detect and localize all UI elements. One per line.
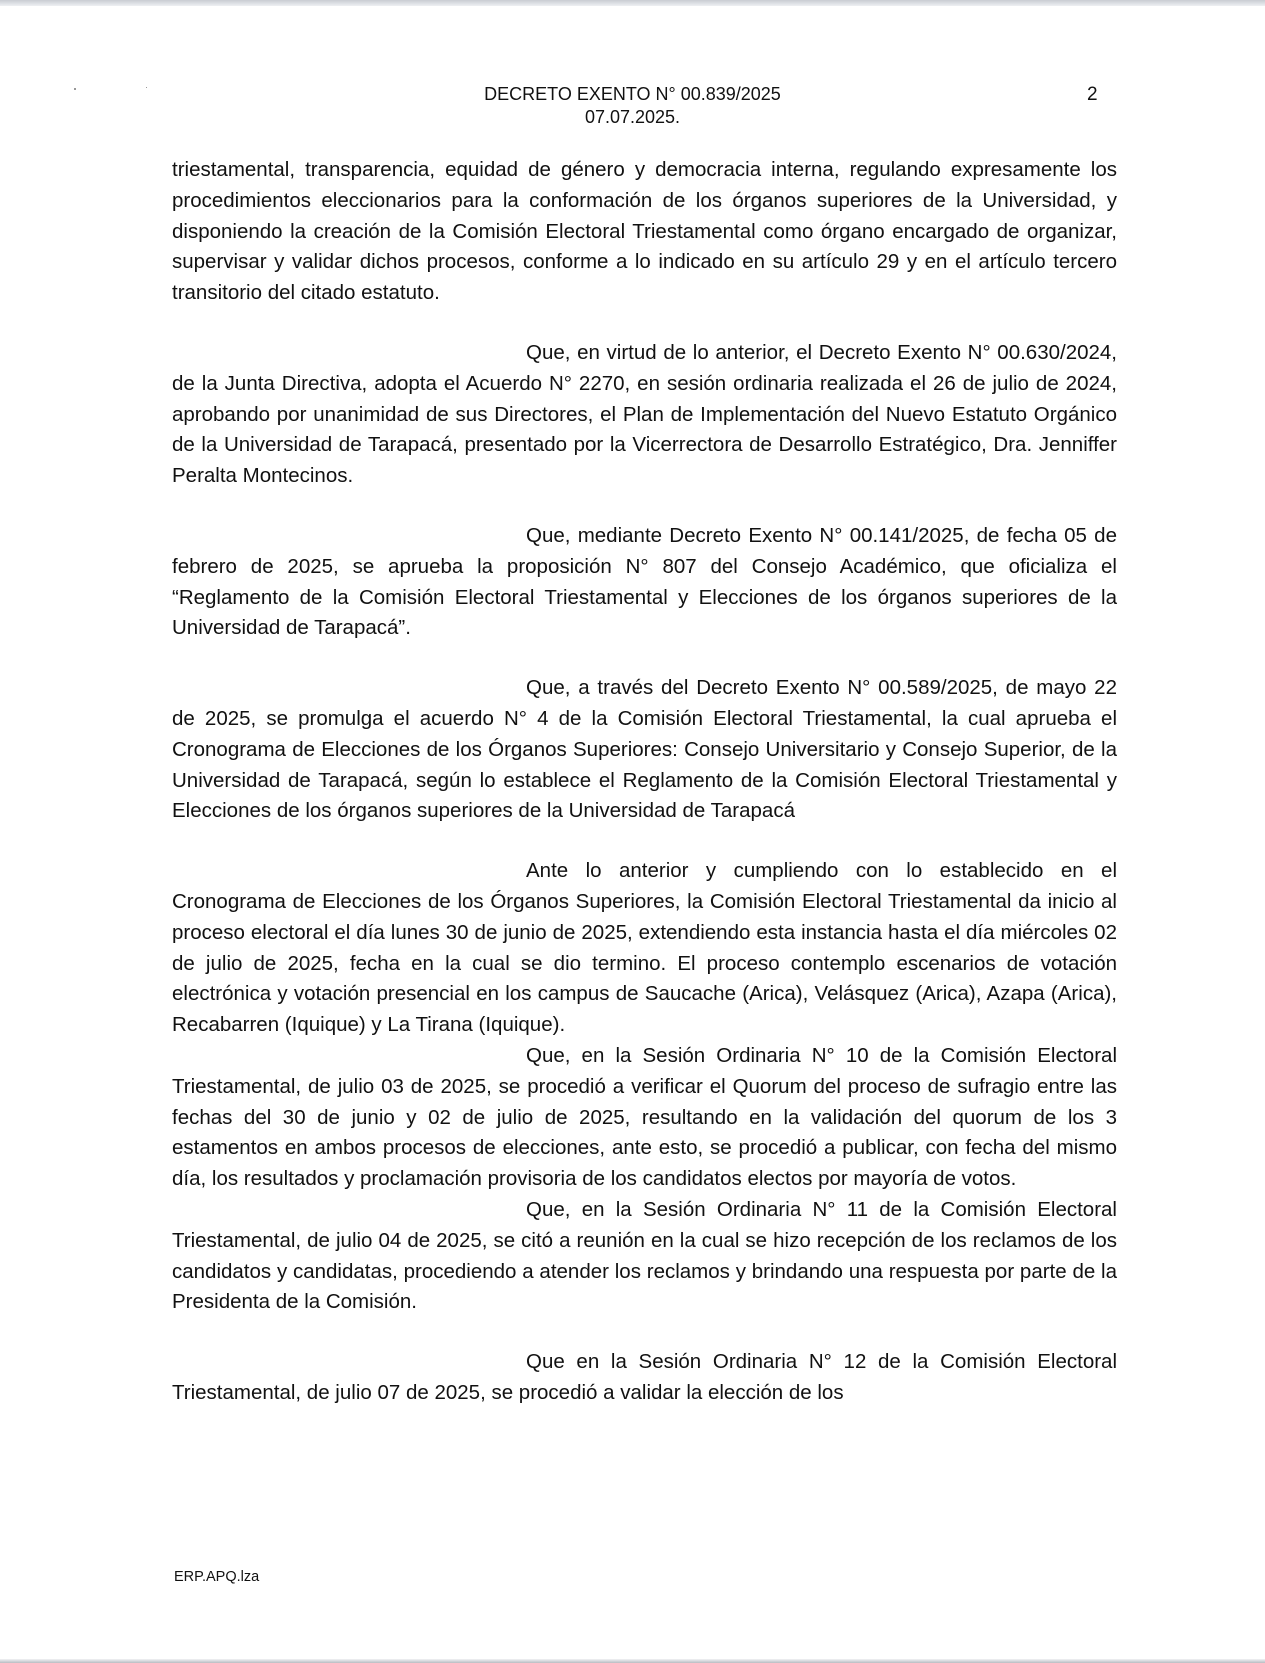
footer-initials: ERP.APQ.lza — [174, 1569, 260, 1585]
decree-date: 07.07.2025. — [584, 107, 681, 127]
document-header — [0, 83, 1265, 129]
document-body — [172, 155, 1117, 1409]
page-number: 2 — [1087, 84, 1098, 105]
paragraph-proceso-electoral: Ante lo anterior y cumpliendo con lo establecido en el Cronograma de Elecciones de los Órganos Superiores, la Comisión Electoral Triestamental da inicio al proceso electoral el día lunes 30 de junio de 2025, extendiendo esta instancia hasta el día miércoles 02 de julio de 2025, fecha en la cual se dio termino. El proceso contemplo escenarios de votación electrónica y votación presencial en los campus de Saucache (Arica), Velásquez (Arica), Azapa (Arica), Recabarren (Iquique) y La Tirana (Iquique). — [172, 859, 1117, 1037]
paragraph-sesion-11: Que, en la Sesión Ordinaria N° 11 de la Comisión Electoral Triestamental, de julio 04 de 2025, se citó a reunión en la cual se hizo recepción de los reclamos de los candidatos y candidatas, procediendo a atender los reclamos y brindando una respuesta por parte de la Presidenta de la Comisión. — [172, 1197, 1117, 1314]
decree-title: DECRETO EXENTO N° 00.839/2025 — [484, 84, 781, 104]
paragraph-sesion-12: Que en la Sesión Ordinaria N° 12 de la Comisión Electoral Triestamental, de julio 07 de 2025, se procedió a validar la elección de los — [172, 1350, 1117, 1404]
paragraph-cronograma: Que, a través del Decreto Exento N° 00.589/2025, de mayo 22 de 2025, se promulga el acuerdo N° 4 de la Comisión Electoral Triestamental, la cual aprueba el Cronograma de Elecciones de los Órganos Superiores: Consejo Universitario y Consejo Superior, de la Universidad de Tarapacá, según lo establece el Reglamento de la Comisión Electoral Triestamental y Elecciones de los órganos superiores de la Universidad de Tarapacá — [172, 676, 1117, 823]
scan-top-edge — [0, 0, 1265, 6]
paragraph-continuation: triestamental, transparencia, equidad de género y democracia interna, regulando expresamente los procedimientos eleccionarios para la conformación de los órganos superiores de la Universidad, y disponiendo la creación de la Comisión Electoral Triestamental como órgano encargado de organizar, supervisar y validar dichos procesos, conforme a lo indicado en su artículo 29 y en el artículo tercero transitorio del citado estatuto. — [172, 158, 1117, 305]
paragraph-reglamento: Que, mediante Decreto Exento N° 00.141/2025, de fecha 05 de febrero de 2025, se aprueba la proposición N° 807 del Consejo Académico, que oficializa el “Reglamento de la Comisión Electoral Triestamental y Elecciones de los órganos superiores de la Universidad de Tarapacá”. — [172, 523, 1117, 640]
paragraph-plan-implementacion: Que, en virtud de lo anterior, el Decreto Exento N° 00.630/2024, de la Junta Directiva, adopta el Acuerdo N° 2270, en sesión ordinaria realizada el 26 de julio de 2024, aprobando por unanimidad de sus Directores, el Plan de Implementación del Nuevo Estatuto Orgánico de la Universidad de Tarapacá, presentado por la Vicerrectora de Desarrollo Estratégico, Dra. Jenniffer Peralta Montecinos. — [172, 340, 1117, 488]
scan-bottom-edge — [0, 1659, 1265, 1663]
paragraph-sesion-10: Que, en la Sesión Ordinaria N° 10 de la Comisión Electoral Triestamental, de julio 03 de 2025, se procedió a verificar el Quorum del proceso de sufragio entre las fechas del 30 de junio y 02 de julio de 2025, resultando en la validación del quorum de los 3 estamentos en ambos procesos de elecciones, ante esto, se procedió a publicar, con fecha del mismo día, los resultados y proclamación provisoria de los candidatos electos por mayoría de votos. — [172, 1043, 1117, 1191]
